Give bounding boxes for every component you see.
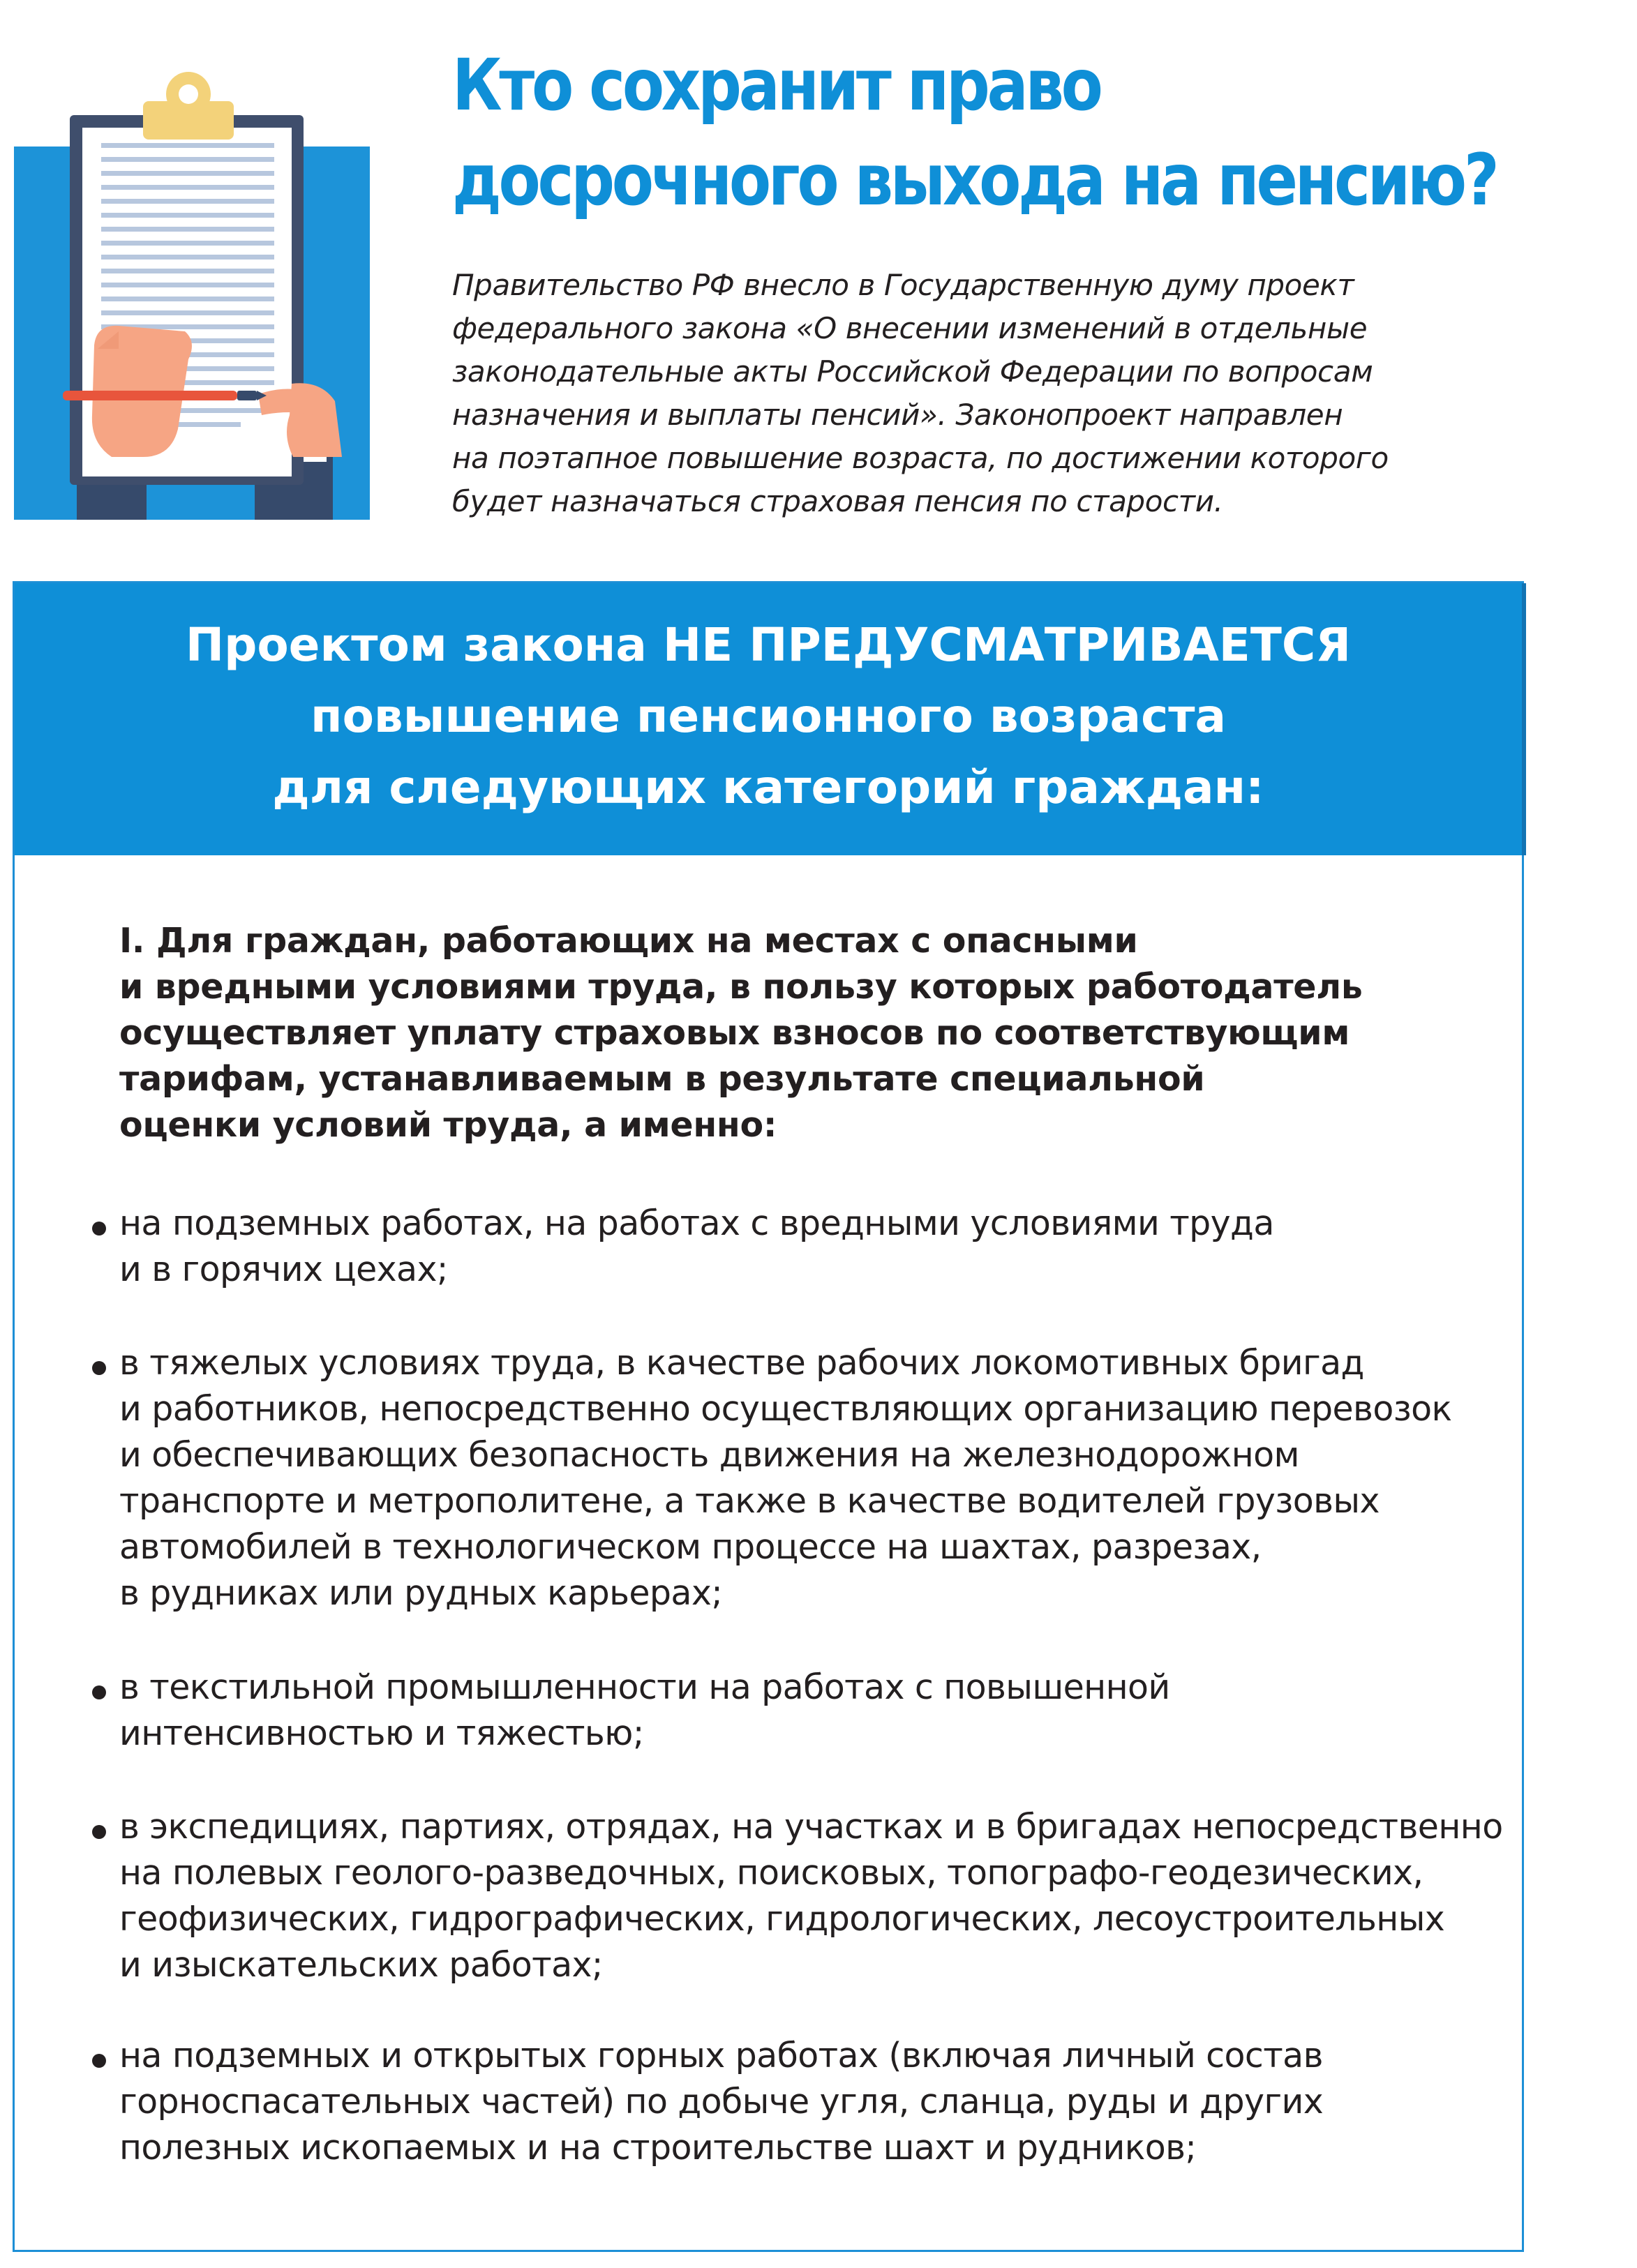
list-item-line: в экспедициях, партиях, отрядах, на участках и в бригадах непосредственно	[119, 1807, 1503, 1847]
list-item-line: в текстильной промышленности на работах с повышенной	[119, 1667, 1170, 1707]
list-item-line: в рудниках или рудных карьерах;	[119, 1573, 723, 1613]
section-intro	[119, 918, 1445, 1148]
intro-line: Правительство РФ внесло в Государственную думу проект	[452, 268, 1354, 302]
bullet-dot-icon	[92, 2054, 106, 2068]
intro-line: на поэтапное повышение возраста, по достижении которого	[452, 441, 1389, 475]
panel-header-banner	[15, 583, 1522, 855]
section-intro-line: оценки условий труда, а именно:	[119, 1105, 777, 1145]
list-item-text	[119, 1804, 1501, 1988]
list-item-line: на подземных работах, на работах с вредными условиями труда	[119, 1203, 1274, 1243]
panel-heading-line: для следующих категорий граждан:	[272, 760, 1264, 814]
page-title	[452, 38, 1497, 228]
title-line: досрочного выхода на пенсию?	[452, 139, 1497, 222]
list-item-line: автомобилей в технологическом процессе на шахтах, разрезах,	[119, 1527, 1262, 1567]
bullet-dot-icon	[92, 1361, 106, 1375]
list-item-text	[119, 1340, 1501, 1616]
list-item-line: геофизических, гидрографических, гидрологических, лесоустроительных	[119, 1899, 1445, 1939]
bullet-dot-icon	[92, 1222, 106, 1236]
intro-paragraph	[452, 264, 1429, 523]
section-intro-line: и вредными условиями труда, в пользу которых работодатель	[119, 967, 1363, 1007]
list-item-line: на полевых геолого-разведочных, поисковых, топографо-геодезических,	[119, 1853, 1423, 1893]
section-intro-line: I. Для граждан, работающих на местах с опасными	[119, 921, 1138, 961]
list-item-line: горноспасательных частей) по добыче угля, сланца, руды и других	[119, 2082, 1324, 2121]
intro-line: федерального закона «О внесении изменений в отдельные	[452, 311, 1368, 345]
panel-heading-line: Проектом закона НЕ ПРЕДУСМАТРИВАЕТСЯ	[185, 618, 1352, 672]
clipboard-hands-pen-icon	[14, 66, 371, 520]
list-item-line: и работников, непосредственно осуществляющих организацию перевозок	[119, 1389, 1452, 1429]
panel-heading	[15, 610, 1522, 823]
categories-panel	[13, 581, 1524, 2252]
list-item-line: интенсивностью и тяжестью;	[119, 1713, 644, 1753]
bullet-dot-icon	[92, 1685, 106, 1699]
intro-line: назначения и выплаты пенсий». Законопроект направлен	[452, 398, 1343, 432]
list-item-line: полезных ископаемых и на строительстве шахт и рудников;	[119, 2128, 1197, 2168]
title-line: Кто сохранит право	[452, 44, 1100, 127]
intro-line: законодательные акты Российской Федерации по вопросам	[452, 354, 1373, 389]
section-intro-line: тарифам, устанавливаемым в результате специальной	[119, 1059, 1205, 1099]
list-item-line: и изыскательских работах;	[119, 1945, 603, 1985]
list-item-text	[119, 2033, 1501, 2171]
list-item-line: транспорте и метрополитене, а также в качестве водителей грузовых	[119, 1481, 1380, 1521]
intro-line: будет назначаться страховая пенсия по старости.	[452, 484, 1223, 518]
list-item-text	[119, 1665, 1501, 1757]
bullet-dot-icon	[92, 1825, 106, 1839]
list-item-line: и обеспечивающих безопасность движения на железнодорожном	[119, 1435, 1299, 1475]
panel-heading-line: повышение пенсионного возраста	[310, 689, 1226, 743]
list-item-text	[119, 1201, 1501, 1293]
list-item-line: на подземных и открытых горных работах (включая личный состав	[119, 2036, 1323, 2075]
list-item-line: в тяжелых условиях труда, в качестве рабочих локомотивных бригад	[119, 1343, 1364, 1383]
list-item-line: и в горячих цехах;	[119, 1249, 448, 1289]
section-intro-line: осуществляет уплату страховых взносов по соответствующим	[119, 1013, 1350, 1053]
